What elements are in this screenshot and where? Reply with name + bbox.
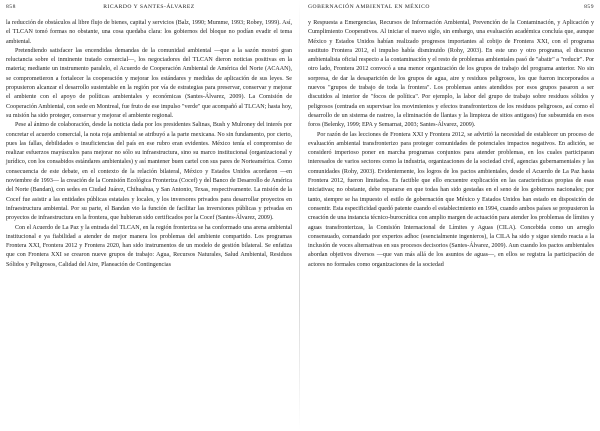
left-page-body (6, 19, 292, 270)
right-running-head: GOBERNACIÓN AMBIENTAL EN MÉXICO (308, 4, 430, 10)
left-paragraph-2: Pretendiendo satisfacer las encendidas demandas de la comunidad ambiental —que a la sazón mostró gran reluctancia sobre el inminente tratado comercial—, los negociadores del TLCAN dieron noticias positivas en la materia; mediante un instrumento paralelo, el Acuerdo de Cooperación Ambiental de América del Norte (ACAAN), se comprometieron a fortalecer la cooperación y mejorar los estándares y medidas de aplicación de sus leyes. Se propusieron alcanzar el desarrollo sustentable en la región por vía de estrategias para preservar, conservar y mejorar el ambiente con el apoyo de políticas ambientales y económicas (Santes-Álvarez, 2009). La Comisión de Cooperación Ambiental, con sede en Montreal, fue fruto de ese impulso "verde" que acompañó al TLCAN; hasta hoy, su misión ha sido proteger, conservar y mejorar el ambiente regional. (6, 47, 292, 119)
left-page (6, 0, 292, 270)
left-paragraph-4: Con el Acuerdo de La Paz y la entrada del TLCAN, en la región fronteriza se ha conformado una arena ambiental institucional e ya fiabilidad a atender de mejor manera los problemas del ambiente compartido. Los programas Frontera XXI, Frontera 2012 y Frontera 2020, han sido instrumentos de un modelo de gestión bilateral. Se enfatiza que con Frontera XXI se crearon nueve grupos de trabajo: Agua, Recursos Naturales, Salud Ambiental, Residuos Sólidos y Peligrosos, Calidad del Aire, Planeación de Contingencias (6, 224, 292, 268)
left-page-number: 858 (6, 4, 16, 10)
left-page-header (6, 4, 292, 16)
right-page (308, 0, 594, 270)
right-page-header (308, 4, 594, 16)
right-page-number: 859 (584, 4, 594, 10)
left-paragraph-1: la reducción de obstáculos al libre flujo de bienes, capital y servicios (Balz, 1990; Mumme, 1993; Robey, 1999). Así, el TLCAN tomó formas no obstante, una cosa quedaba clara: los gobiernos del bloque no podían evadir el tema ambiental. (6, 20, 292, 45)
book-gutter (299, 0, 300, 431)
right-paragraph-1: y Respuesta a Emergencias, Recursos de Información Ambiental, Prevención de la Contaminación, y Aplicación y Cumplimiento Cooperativos. Al iniciar el nuevo siglo, sin embargo, una evaluación académica concluía que, aunque México y Estados Unidos habían realizado progresos importantes al cobijo de Frontera XXI, con el programa sustituto Frontera 2012, el impulso había disminuido (Rohy, 2003). En este uno y otro programa, el discurso ambientalista oficial respecto a la contaminación y el resto de problemas ambientales pasó de "abatir" a "reducir". Por otro lado, Frontera 2012 convocó a una menor organización de los grupos de trabajo del programa anterior. No sin sorpresa, de dar la desaparición de los grupos de agua, aire y residuos peligrosos, los que fueron incorporados a nuevos "grupos de trabajo de toda la frontera". Los problemas antes atendidos por esos grupos pasaron a ser discutidos al interior de "focos de política". Por ejemplo, la labor del grupo de trabajo sobre residuos sólidos y peligrosos (centrada en supervisar los movimientos y efectos transfronterizos de los residuos peligrosos, así como el desarrollo de un sistema de rastreo, la eliminación de llantas y la limpieza de sitios antiguos) fue subsumida en esos foros (Belenky, 1999; EPA y Semarnat, 2003; Santes-Álvarez, 2009). (308, 20, 594, 129)
right-paragraph-2: Por razón de las lecciones de Frontera XXI y Frontera 2012, se advirtió la necesidad de establecer un proceso de evaluación ambiental transfronterizo para proteger comunidades de potenciales impactos negativos. En adición, se consideró imperioso poner en marcha programas conjuntos para atender problemas, en los cuales participaran interesados de varios sectores como la industria, organizaciones de la sociedad civil, agencias gubernamentales y las comunidades (Rohy, 2003). Evidentemente, los logros de los pactos ambientales, desde el Acuerdo de La Paz hasta Frontera 2012, fueron limitados. Es factible que ello encuentre explicación en las características propias de esas iniciativas; no obstante, debe repararse en que todas han sido gestadas en el seno de los gobiernos nacionales; por tanto, siempre se ha impuesto el estilo de gobernación que México y Estados Unidos han estado en disposición de consentir. Esta especificidad quedó patente cuando el establecimiento en 1994, cuando ambos países se propusieron la creación de una instancia técnico-burocrática con amplio margen de actuación para atender los problemas de límites y aguas transfronterizas, la Comisión Internacional de Límites y Aguas (CILA). Concebida como un arreglo consensuado, comandado por expertos adhoc (esencialmente ingenieros), la CILA ha sido y sigue siendo reacia a la inclusión de voces alternativas en sus procesos decisorios (Santes-Álvarez, 2009). Aun cuando los pactos ambientales abordan objetivos diversos —que van más allá de los asuntos de aguas—, en ellos se registra la participación de actores no formales como organizaciones de la sociedad (308, 131, 594, 268)
right-page-body (308, 19, 594, 270)
left-paragraph-3: Pese al ánimo de colaboración, desde la noticia dada por los presidentes Salinas, Bush y Mulroney del interés por concretar el acuerdo comercial, la nota roja ambiental se atribuyó a la parte mexicana. No sin fundamento, por cierto, pues las fallas, debilidades o insuficiencias del país en ese rubro eran evidentes. México tenía el compromiso de realizar esfuerzos mayúsculos para mejorar no sólo su infraestructura, sino su marco institucional (organizacional y jurídico, con los consabidos estándares ambientales) y así mantener buen cartel con sus pares de Norteamérica. Como consecuencia de este debate, en el contexto de la relación bilateral, México y Estados Unidos acordaron —en noviembre de 1993— la creación de la Comisión Ecológica Fronteriza (Cocef) y del Banco de Desarrollo de América del Norte (Bandan), con sedes en Ciudad Juárez, Chihuahua, y San Antonio, Texas, respectivamente. La misión de la Cocef fue asistir a las entidades públicas estatales y locales, y los inversores privados para desarrollar proyectos en infraestructura ambiental. Por su parte, el Bandan vio la función de facilitar las inversiones públicas y privadas en proyectos de infraestructura en la frontera, que hubieran sido certificados por la Cocef (Santes-Álvarez, 2009). (6, 122, 292, 222)
left-running-head: RICARDO Y SANTES-ÁLVAREZ (103, 4, 195, 10)
